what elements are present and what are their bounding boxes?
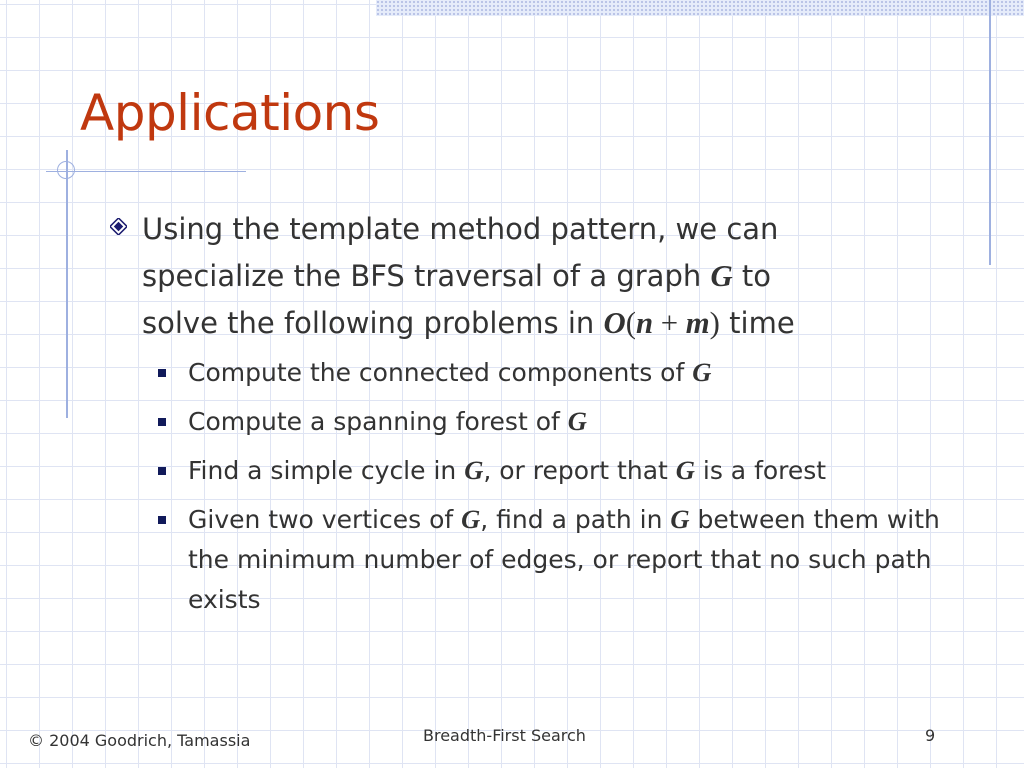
main-line-1: Using the template method pattern, we can bbox=[142, 212, 779, 246]
title-underline-accent bbox=[46, 171, 246, 172]
sub-bullet-3-text-pre: Find a simple cycle in bbox=[188, 456, 457, 485]
footer-copyright: © 2004 Goodrich, Tamassia bbox=[28, 731, 251, 750]
right-accent-line bbox=[989, 0, 991, 265]
footer-topic: Breadth-First Search bbox=[423, 726, 586, 745]
graph-variable: G bbox=[670, 504, 690, 534]
sub-bullet-4-text-post: between them with the minimum number of edges, or report that no such path exists bbox=[188, 505, 940, 614]
sub-bullet-3 bbox=[156, 450, 946, 491]
main-bullet-text bbox=[142, 206, 970, 347]
main-line-3-post: time bbox=[729, 306, 795, 340]
square-bullet-icon bbox=[158, 516, 166, 524]
complexity-expression bbox=[604, 306, 720, 340]
page-number: 9 bbox=[925, 726, 936, 745]
complexity-open-paren: ( bbox=[625, 306, 636, 340]
graph-variable: G bbox=[567, 406, 587, 436]
square-bullet-icon bbox=[158, 369, 166, 377]
complexity-m: m bbox=[685, 306, 710, 340]
sub-bullet-3-text-mid: , or report that bbox=[483, 456, 668, 485]
sub-bullet-3-text-post: is a forest bbox=[702, 456, 827, 485]
square-bullet-icon bbox=[158, 467, 166, 475]
sub-bullet-2-text: Compute a spanning forest of bbox=[188, 407, 560, 436]
sub-bullet-4-text-pre: Given two vertices of bbox=[188, 505, 454, 534]
graph-variable: G bbox=[461, 504, 481, 534]
complexity-o: O bbox=[603, 306, 626, 340]
complexity-close-paren: ) bbox=[709, 306, 720, 340]
graph-variable: G bbox=[675, 455, 695, 485]
top-decorative-band bbox=[376, 0, 1024, 16]
main-line-3-pre: solve the following problems in bbox=[142, 306, 595, 340]
complexity-n: n bbox=[635, 306, 654, 340]
graph-variable: G bbox=[710, 259, 733, 293]
graph-variable: G bbox=[464, 455, 484, 485]
sub-bullet-4 bbox=[156, 499, 946, 620]
main-line-2-post: to bbox=[741, 259, 771, 293]
sub-bullet-1 bbox=[156, 352, 946, 393]
main-line-2-pre: specialize the BFS traversal of a graph bbox=[142, 259, 702, 293]
crosshair-circle-icon bbox=[57, 161, 75, 179]
diamond-bullet-icon bbox=[110, 218, 127, 235]
sub-bullet-4-text-mid: , find a path in bbox=[480, 505, 663, 534]
square-bullet-icon bbox=[158, 418, 166, 426]
main-bullet bbox=[110, 206, 970, 347]
sub-bullet-2 bbox=[156, 401, 946, 442]
slide-title: Applications bbox=[80, 84, 380, 142]
complexity-plus: + bbox=[653, 306, 686, 340]
left-accent-line bbox=[66, 150, 68, 418]
graph-variable: G bbox=[692, 357, 712, 387]
sub-bullet-1-text: Compute the connected components of bbox=[188, 358, 685, 387]
sub-bullet-list bbox=[156, 352, 946, 628]
